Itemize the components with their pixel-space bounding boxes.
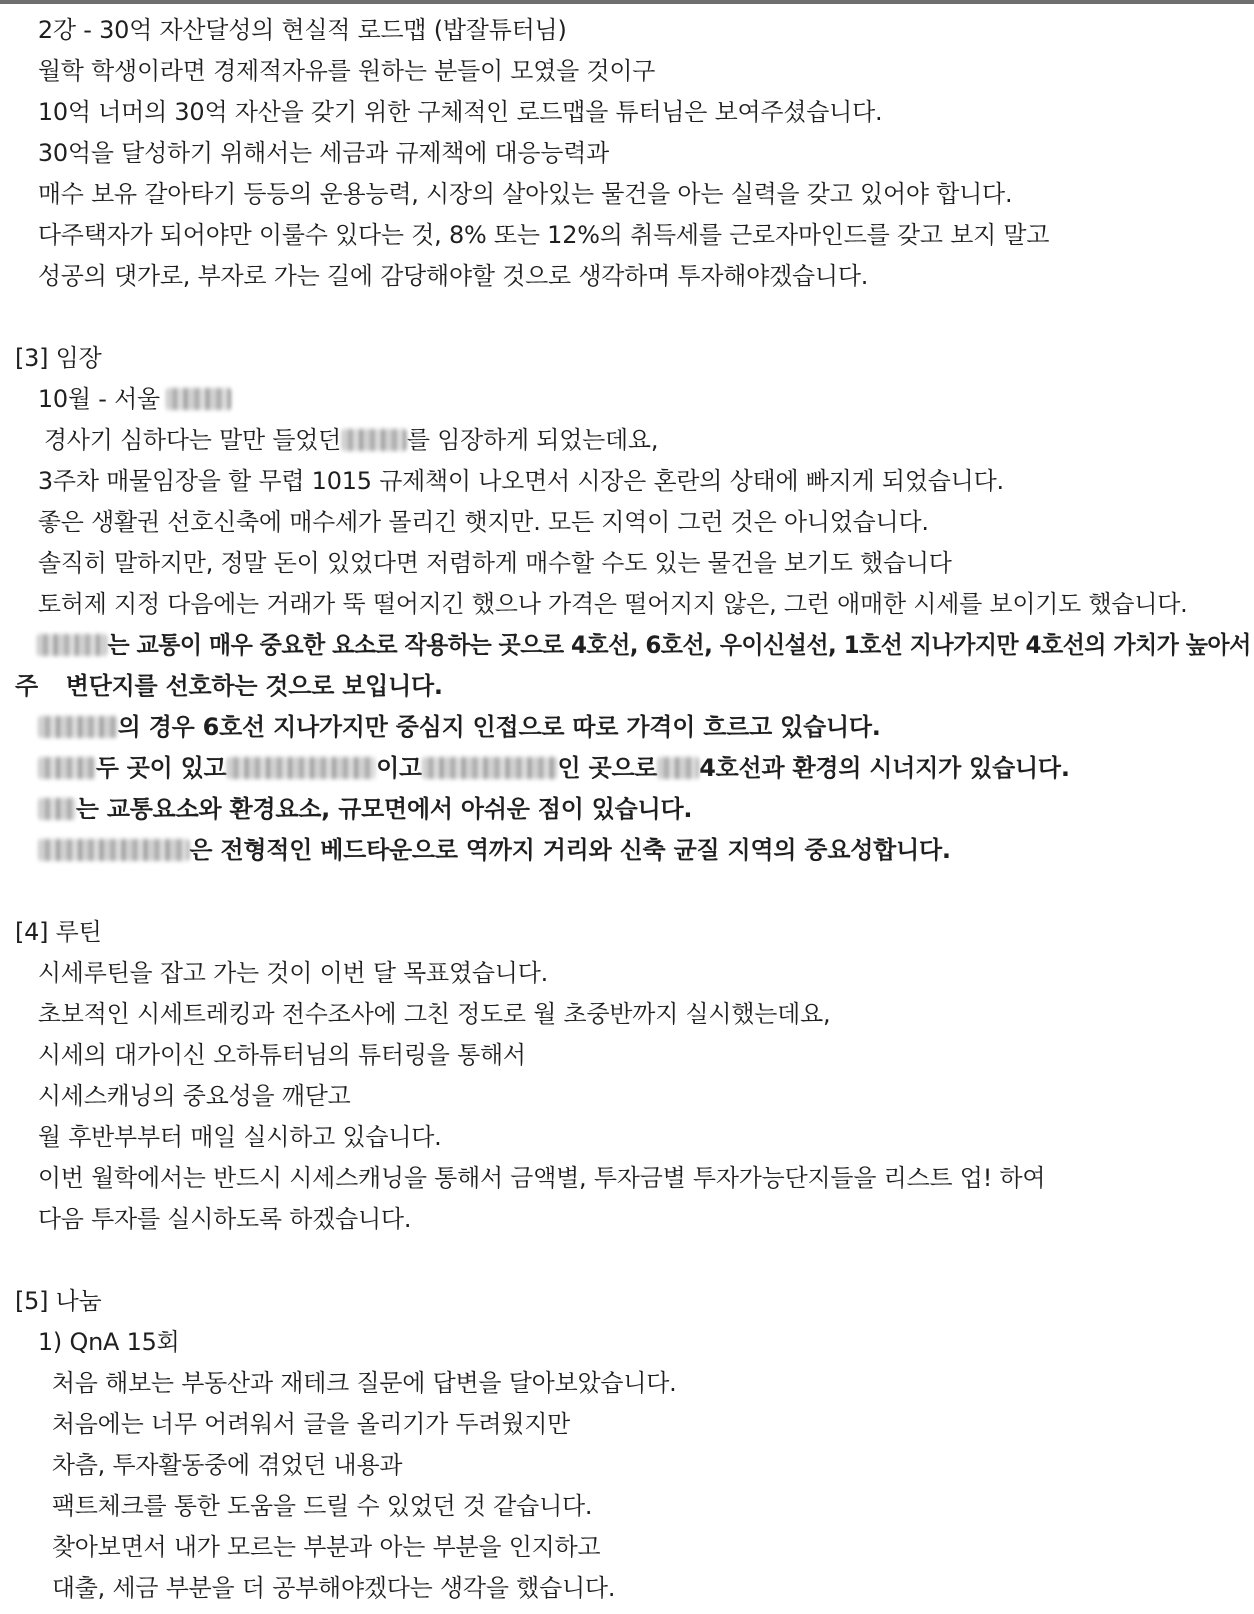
redacted-text xyxy=(657,757,699,779)
paragraph-line: 월학 학생이라면 경제적자유를 원하는 분들이 모였을 것이구 xyxy=(37,57,656,85)
paragraph-line: 솔직히 말하지만, 정말 돈이 있었다면 저렴하게 매수할 수도 있는 물건을 보기도 했습니다 xyxy=(37,549,952,577)
top-edge-bar xyxy=(0,0,1254,4)
paragraph-line: 시세스캐닝의 중요성을 깨닫고 xyxy=(37,1082,351,1110)
paragraph-line: 초보적인 시세트레킹과 전수조사에 그친 정도로 월 초중반까지 실시했는데요, xyxy=(37,1000,831,1028)
paragraph-line: 성공의 댓가로, 부자로 가는 길에 감당해야할 것으로 생각하며 투자해야겠습니다. xyxy=(37,262,869,290)
lecture2-title: 2강 - 30억 자산달성의 현실적 로드맵 (밥잘튜터님) xyxy=(37,16,567,44)
section-heading-imjang: [3] 임장 xyxy=(14,344,102,372)
bold-paragraph-line: 는 교통이 매우 중요한 요소로 작용하는 곳으로 4호선, 6호선, 우이신설선, 1호선 지나가지만 4호선의 가치가 높아서 xyxy=(0,625,1254,666)
paragraph-line: 다음 투자를 실시하도록 하겠습니다. xyxy=(37,1205,412,1233)
paragraph-line: 처음에는 너무 어려워서 글을 올리기가 두려웠지만 xyxy=(51,1410,571,1438)
paragraph-line: 팩트체크를 통한 도움을 드릴 수 있었던 것 같습니다. xyxy=(51,1492,593,1520)
redacted-text xyxy=(422,757,558,779)
paragraph-line: 토허제 지정 다음에는 거래가 뚝 떨어지긴 했으나 가격은 떨어지지 않은, 그런 애매한 시세를 보이기도 했습니다. xyxy=(37,590,1188,618)
section-heading-sharing: [5] 나눔 xyxy=(14,1287,102,1315)
bold-paragraph-line: 는 교통요소와 환경요소, 규모면에서 아쉬운 점이 있습니다. xyxy=(0,789,1254,830)
redacted-text xyxy=(166,388,232,410)
paragraph-line: 30억을 달성하기 위해서는 세금과 규제책에 대응능력과 xyxy=(37,139,610,167)
paragraph-line: 매수 보유 갈아타기 등등의 운용능력, 시장의 살아있는 물건을 아는 실력을 갖고 있어야 합니다. xyxy=(37,180,1013,208)
paragraph-line: 월 후반부부터 매일 실시하고 있습니다. xyxy=(37,1123,442,1151)
redacted-text xyxy=(341,429,407,451)
paragraph-line: 처음 해보는 부동산과 재테크 질문에 답변을 달아보았습니다. xyxy=(51,1369,677,1397)
paragraph-line: 다주택자가 되어야만 이룰수 있다는 것, 8% 또는 12%의 취득세를 근로자마인드를 갖고 보지 말고 xyxy=(37,221,1050,249)
paragraph-line: 3주차 매물임장을 할 무렵 1015 규제책이 나오면서 시장은 혼란의 상태에 빠지게 되었습니다. xyxy=(37,467,1004,495)
paragraph-line: 좋은 생활권 선호신축에 매수세가 몰리긴 햇지만. 모든 지역이 그런 것은 아니었습니다. xyxy=(37,508,929,536)
redacted-text xyxy=(38,839,190,861)
bold-paragraph-line: 은 전형적인 베드타운으로 역까지 거리와 신축 균질 지역의 중요성합니다. xyxy=(0,830,1254,871)
bold-paragraph-line: 의 경우 6호선 지나가지만 중심지 인접으로 따로 가격이 흐르고 있습니다. xyxy=(0,707,1254,748)
redacted-text xyxy=(38,757,96,779)
paragraph-line: 경사기 심하다는 말만 들었던 를 임장하게 되었는데요, xyxy=(43,426,659,454)
redacted-text xyxy=(38,716,118,738)
paragraph-line: 대출, 세금 부분을 더 공부해야겠다는 생각을 했습니다. xyxy=(51,1574,616,1602)
bold-paragraph-line: 두 곳이 있고 이고 인 곳으로4호선과 환경의 시너지가 있습니다. xyxy=(0,748,1254,789)
redacted-text xyxy=(38,798,76,820)
paragraph-line: 이번 월학에서는 반드시 시세스캐닝을 통해서 금액별, 투자금별 투자가능단지들을 리스트 업! 하여 xyxy=(37,1164,1046,1192)
subheading-qna: 1) QnA 15회 xyxy=(37,1328,180,1356)
redacted-text xyxy=(227,757,377,779)
paragraph-line: 시세의 대가이신 오하튜터님의 튜터링을 통해서 xyxy=(37,1041,526,1069)
paragraph-line: 10억 너머의 30억 자산을 갖기 위한 구체적인 로드맵을 튜터님은 보여주셨습니다. xyxy=(37,98,883,126)
paragraph-line: 시세루틴을 잡고 가는 것이 이번 달 목표였습니다. xyxy=(37,959,549,987)
redacted-text xyxy=(36,634,107,656)
month-region: 10월 - 서울 xyxy=(0,379,1254,420)
section-heading-routine: [4] 루틴 xyxy=(14,918,102,946)
paragraph-line: 찾아보면서 내가 모르는 부분과 아는 부분을 인지하고 xyxy=(51,1533,601,1561)
bold-paragraph-line: 주 변단지를 선호하는 것으로 보입니다. xyxy=(14,672,443,700)
document-body xyxy=(0,10,1254,1609)
paragraph-line: 차츰, 투자활동중에 겪었던 내용과 xyxy=(51,1451,403,1479)
